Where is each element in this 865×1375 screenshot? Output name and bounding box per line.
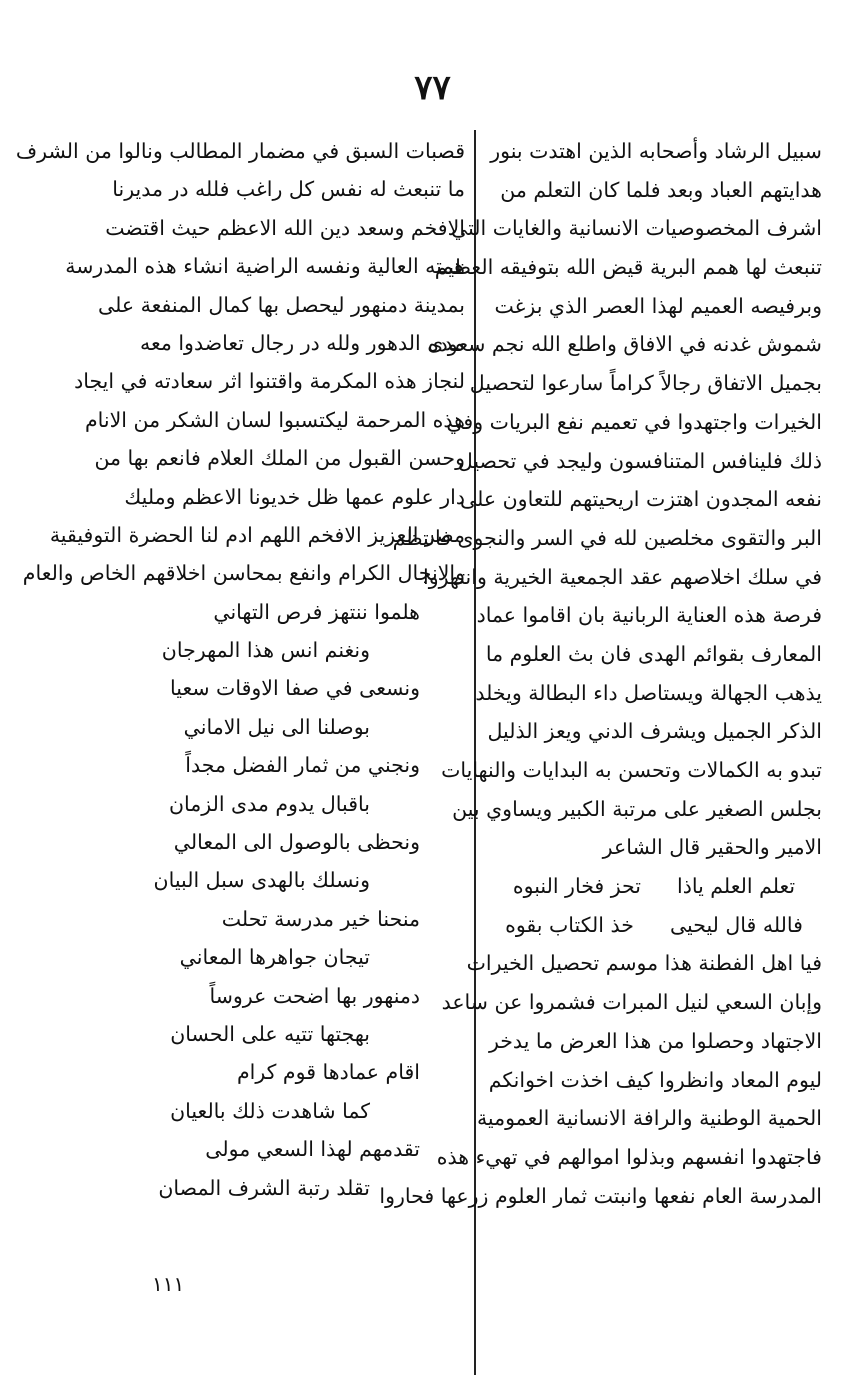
text-line: فاجتهدوا انفسهم وبذلوا اموالهم في تهيء هذه: [436, 1144, 822, 1169]
poem-line: تقدمهم لهذا السعي مولى: [205, 1137, 420, 1162]
text-line: وإبان السعي لنيل المبرات فشمروا عن ساعد: [441, 990, 822, 1015]
verse-line: [486, 867, 822, 906]
text-line: الاجتهاد وحصلوا من هذا العرض ما يدخر: [488, 1028, 822, 1053]
verse-first-half: تعلم العلم ياذا: [677, 874, 796, 899]
text-line: الخيرات واجتهدوا في تعميم نفع البريات وفي: [446, 409, 822, 434]
poem-line: هلموا ننتهز فرص التهاني: [213, 599, 420, 624]
poem-line: ونحظى بالوصول الى المعالي: [173, 830, 420, 855]
poem-line: ونسعى في صفا الاوقات سعيا: [170, 676, 420, 701]
text-line: الافخم وسعد دين الله الاعظم حيث اقتضت: [105, 215, 465, 240]
poem-line: ونغنم انس هذا المهرجان: [161, 638, 370, 663]
text-line: البر والتقوى مخلصين لله في السر والنجوى فانتظم: [392, 525, 822, 550]
poem-line: دمنهور بها اضحت عروساً: [209, 983, 420, 1008]
poem-line: منحنا خير مدرسة تحلت: [221, 906, 420, 931]
text-line: في سلك اخلاصهم عقد الجمعية الخيرية وانتهزوا: [423, 564, 822, 589]
text-line: هدايتهم العباد وبعد فلما كان التعلم من: [500, 177, 822, 202]
text-line: مصر العزيز الافخم اللهم ادم لنا الحضرة التوفيقية: [49, 522, 465, 547]
poem-line: باقبال يدوم مدى الزمان: [168, 791, 370, 816]
text-line: تنبعث لها همم البرية قيض الله بتوفيقه العظيم: [434, 255, 822, 280]
verse-first-half: فالله قال ليحيى: [669, 912, 803, 937]
right-column: [379, 132, 822, 1215]
text-line: نفعه المجدون اهتزت اريحيتهم للتعاون على: [460, 487, 822, 512]
text-line: الذكر الجميل ويشرف الدني ويعز الذليل: [487, 719, 822, 744]
text-line: الحمية الوطنية والرافة الانسانية العمومية: [476, 1106, 822, 1131]
text-line: بمدينة دمنهور ليحصل بها كمال المنفعة على: [98, 292, 465, 317]
text-line: فرصة هذه العناية الربانية بان اقاموا عماد: [476, 603, 822, 628]
text-line: هذه المرحمة ليكتسبوا لسان الشكر من الانام: [84, 407, 465, 432]
text-line: المعارف بقوائم الهدى فان بث العلوم ما: [485, 641, 822, 666]
text-line: تبدو به الكمالات وتحسن به البدايات والنهايات: [441, 758, 822, 782]
footer-page-number: ١١١: [152, 1272, 185, 1296]
text-line: دار علوم عمها ظل خديونا الاعظم ومليك: [124, 484, 465, 509]
text-line: همته العالية ونفسه الراضية انشاء هذه المدرسة: [65, 254, 465, 279]
poem-line: بهجتها تتيه على الحسان: [170, 1021, 370, 1046]
verse-line: [486, 906, 822, 945]
poem-line: اقام عمادها قوم كرام: [236, 1060, 420, 1085]
text-line: بجلس الصغير على مرتبة الكبير ويساوي بين: [452, 796, 822, 821]
page-number: ٧٧: [414, 68, 451, 108]
poem-line: كما شاهدت ذلك بالعيان: [170, 1098, 370, 1123]
text-line: يذهب الجهالة ويستاصل داء البطالة ويخلد: [475, 680, 822, 705]
verse-second-half: تحز فخار النبوه: [512, 874, 641, 899]
text-line: بجميل الاتفاق رجالاً كراماً سارعوا لتحصيل: [469, 371, 822, 396]
text-line: فيا اهل الفطنة هذا موسم تحصيل الخيرات: [466, 951, 822, 976]
poem-line: تيجان جواهرها المعاني: [179, 945, 370, 970]
text-line: مدى الدهور ولله در رجال تعاضدوا معه: [139, 330, 465, 355]
text-line: ذلك فلينافس المتنافسون وليجد في تحصيل: [457, 448, 822, 473]
text-line: الامير والحقير قال الشاعر: [602, 835, 822, 860]
left-column: [15, 132, 465, 1207]
poem-line: تقلد رتبة الشرف المصان: [158, 1175, 370, 1200]
verse-second-half: خذ الكتاب بقوه: [505, 912, 634, 937]
poem-line: بوصلنا الى نيل الاماني: [183, 714, 370, 739]
text-line: وحسن القبول من الملك العلام فانعم بها من: [94, 446, 465, 471]
poem-line: ونجني من ثمار الفضل مجداً: [185, 753, 420, 778]
text-line: المدرسة العام نفعها وانبتت ثمار العلوم زرعها فحاروا: [379, 1183, 822, 1208]
text-line: سبيل الرشاد وأصحابه الذين اهتدت بنور: [490, 139, 822, 163]
text-line: قصبات السبق في مضمار المطالب ونالوا من الشرف: [15, 139, 465, 163]
text-line: والانجال الكرام وانفع بمحاسن اخلاقهم الخاص والعام: [22, 561, 465, 586]
text-line: ليوم المعاد وانظروا كيف اخذت اخوانكم: [488, 1067, 822, 1092]
text-line: وبرفيصه العميم لهذا العصر الذي بزغت: [494, 293, 822, 318]
poem-line: ونسلك بالهدى سبل البيان: [153, 868, 370, 893]
text-line: لنجاز هذه المكرمة واقتنوا اثر سعادته في ايجاد: [74, 369, 465, 394]
text-line: ما تنبعث له نفس كل راغب فلله در مديرنا: [112, 177, 465, 202]
text-line: شموش غدنه في الافاق واطلع الله نجم سعوده: [427, 332, 822, 357]
text-line: اشرف المخصوصيات الانسانية والغايات التي: [451, 216, 822, 241]
